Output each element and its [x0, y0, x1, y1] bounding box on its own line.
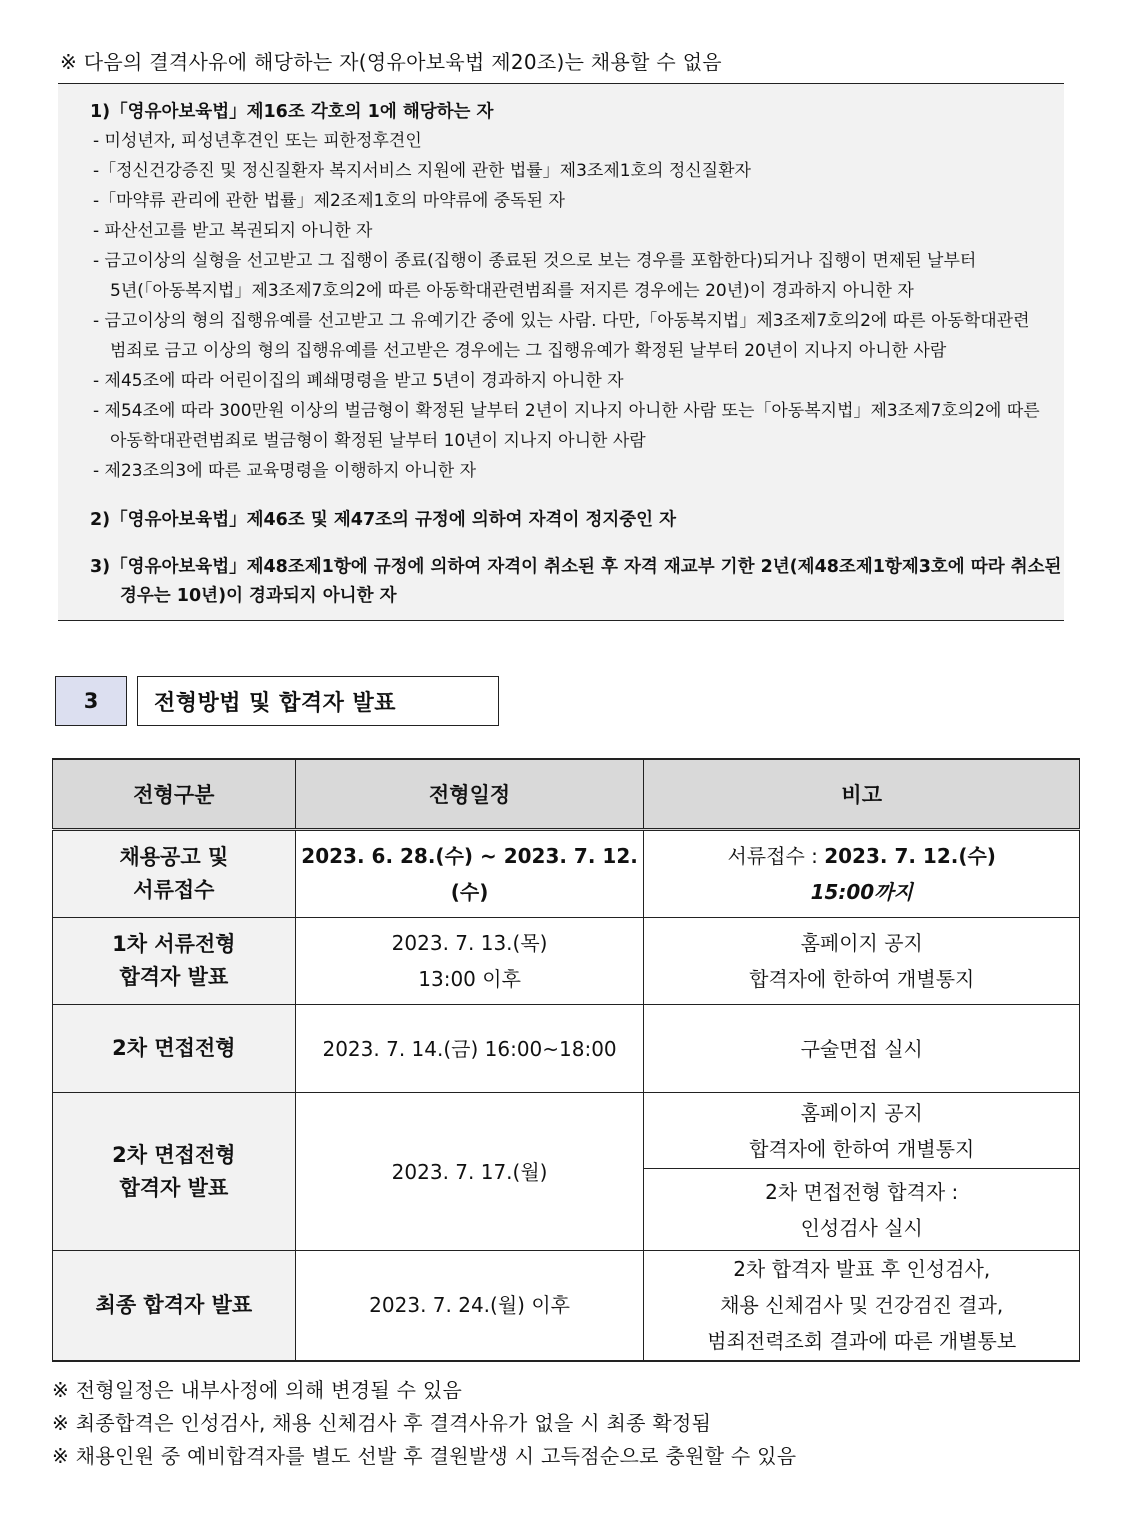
schedule-cell: 2023. 7. 14.(금) 16:00~18:00	[295, 1005, 644, 1093]
col-header-schedule: 전형일정	[295, 759, 644, 830]
disqualification-box	[58, 83, 1064, 621]
schedule-line: 13:00 이후	[418, 967, 521, 991]
disqual-item-cont	[93, 336, 946, 366]
note-line: 2차 면접전형 합격자 :	[765, 1179, 959, 1204]
note-line: 합격자에 한하여 개별통지	[749, 1136, 975, 1161]
disqualification-notice: ※ 다음의 결격사유에 해당하는 자(영유아보육법 제20조)는 채용할 수 없음	[60, 50, 722, 74]
disqual-heading-3: 3)「영유아보육법」제48조제1항에 규정에 의하여 자격이 취소된 후 자격 재교부 기한 2년(제48조제1항제3호에 따라 취소된	[90, 557, 1062, 577]
stage-cell	[53, 918, 296, 1005]
note-line	[644, 838, 1079, 874]
disqual-item-cont	[93, 426, 646, 456]
disqual-item: - 제54조에 따라 300만원 이상의 벌금형이 확정된 날부터 2년이 지나지 아니한 사람 또는「아동복지법」제3조제7호의2에 따른	[93, 401, 1040, 421]
disqual-heading-1: 1)「영유아보육법」제16조 각호의 1에 해당하는 자	[90, 102, 494, 122]
note-prefix: 서류접수 :	[727, 844, 825, 868]
note-line: 2차 합격자 발표 후 인성검사,	[733, 1257, 991, 1282]
note-cell	[644, 1169, 1080, 1251]
section-title: 전형방법 및 합격자 발표	[137, 676, 499, 726]
note-cell	[644, 830, 1080, 918]
disqual-item-cont-text: 5년(「아동복지법」제3조제7호의2에 따른 아동학대관련범죄를 저지른 경우에는 20년)이 경과하지 아니한 자	[110, 281, 914, 301]
stage-line: 1차 서류전형	[112, 932, 236, 956]
note-cell	[644, 1093, 1080, 1169]
stage-cell: 최종 합격자 발표	[53, 1251, 296, 1361]
stage-cell	[53, 830, 296, 918]
schedule-table	[52, 758, 1080, 1362]
disqual-heading-3-cont-text: 경우는 10년)이 경과되지 아니한 자	[120, 586, 397, 606]
disqual-item: - 제23조의3에 따른 교육명령을 이행하지 아니한 자	[93, 461, 477, 481]
schedule-cell: 2023. 7. 24.(월) 이후	[295, 1251, 644, 1361]
schedule-cell: 2023. 6. 28.(수) ~ 2023. 7. 12.(수)	[295, 830, 644, 918]
note-line: 인성검사 실시	[800, 1215, 923, 1240]
stage-line: 서류접수	[133, 878, 215, 902]
disqual-item: - 금고이상의 형의 집행유예를 선고받고 그 유예기간 중에 있는 사람. 다만,「아동복지법」제3조제7호의2에 따른 아동학대관련	[93, 311, 1030, 331]
footnote: ※ 최종합격은 인성검사, 채용 신체검사 후 결격사유가 없을 시 최종 확정됨	[52, 1411, 712, 1435]
disqual-item: -「마약류 관리에 관한 법률」제2조제1호의 마약류에 중독된 자	[93, 191, 565, 211]
disqual-item: - 미성년자, 피성년후견인 또는 피한정후견인	[93, 131, 422, 151]
disqual-item-cont-text: 범죄로 금고 이상의 형의 집행유예를 선고받은 경우에는 그 집행유예가 확정된 날부터 20년이 지나지 아니한 사람	[110, 341, 947, 361]
note-cell	[644, 1251, 1080, 1361]
stage-line: 합격자 발표	[119, 1175, 229, 1200]
table-header-row	[53, 759, 1080, 830]
disqual-heading-2: 2)「영유아보육법」제46조 및 제47조의 규정에 의하여 자격이 정지중인 자	[90, 510, 677, 530]
col-header-stage: 전형구분	[53, 759, 296, 830]
schedule-line: 2023. 7. 13.(목)	[391, 931, 548, 955]
note-deadline-time: 15:00까지	[810, 880, 913, 904]
disqual-item: - 제45조에 따라 어린이집의 폐쇄명령을 받고 5년이 경과하지 아니한 자	[93, 371, 624, 391]
note-line: 범죄전력조회 결과에 따른 개별통보	[707, 1329, 1017, 1354]
disqual-heading-3-cont	[90, 582, 397, 607]
footnote: ※ 채용인원 중 예비합격자를 별도 선발 후 결원발생 시 고득점순으로 충원할 수 있음	[52, 1444, 797, 1468]
stage-line: 채용공고 및	[119, 845, 229, 869]
disqual-item: -「정신건강증진 및 정신질환자 복지서비스 지원에 관한 법률」제3조제1호의 정신질환자	[93, 161, 751, 181]
disqual-item: - 금고이상의 실형을 선고받고 그 집행이 종료(집행이 종료된 것으로 보는 경우를 포함한다)되거나 집행이 면제된 날부터	[93, 251, 977, 271]
note-line: 홈페이지 공지	[800, 931, 923, 955]
table-row	[53, 1093, 1080, 1169]
stage-line: 2차 면접전형	[112, 1142, 236, 1167]
table-row	[53, 1251, 1080, 1361]
schedule-cell: 2023. 7. 17.(월)	[295, 1093, 644, 1251]
schedule-cell	[295, 918, 644, 1005]
note-line: 채용 신체검사 및 건강검진 결과,	[720, 1293, 1004, 1318]
table-row	[53, 1005, 1080, 1093]
col-header-note: 비고	[644, 759, 1080, 830]
note-deadline: 2023. 7. 12.(수)	[824, 844, 996, 868]
section-number: 3	[55, 676, 127, 726]
stage-line: 합격자 발표	[119, 965, 229, 989]
disqual-item-cont-text: 아동학대관련범죄로 벌금형이 확정된 날부터 10년이 지나지 아니한 사람	[110, 431, 646, 451]
footnote: ※ 전형일정은 내부사정에 의해 변경될 수 있음	[52, 1378, 463, 1402]
table-row	[53, 830, 1080, 918]
note-line: 홈페이지 공지	[800, 1100, 923, 1125]
table-row	[53, 918, 1080, 1005]
disqual-item-cont	[93, 276, 914, 306]
note-cell: 구술면접 실시	[644, 1005, 1080, 1093]
stage-cell: 2차 면접전형	[53, 1005, 296, 1093]
stage-cell	[53, 1093, 296, 1251]
disqual-item: - 파산선고를 받고 복권되지 아니한 자	[93, 221, 373, 241]
note-line: 합격자에 한하여 개별통지	[749, 967, 975, 991]
note-cell	[644, 918, 1080, 1005]
